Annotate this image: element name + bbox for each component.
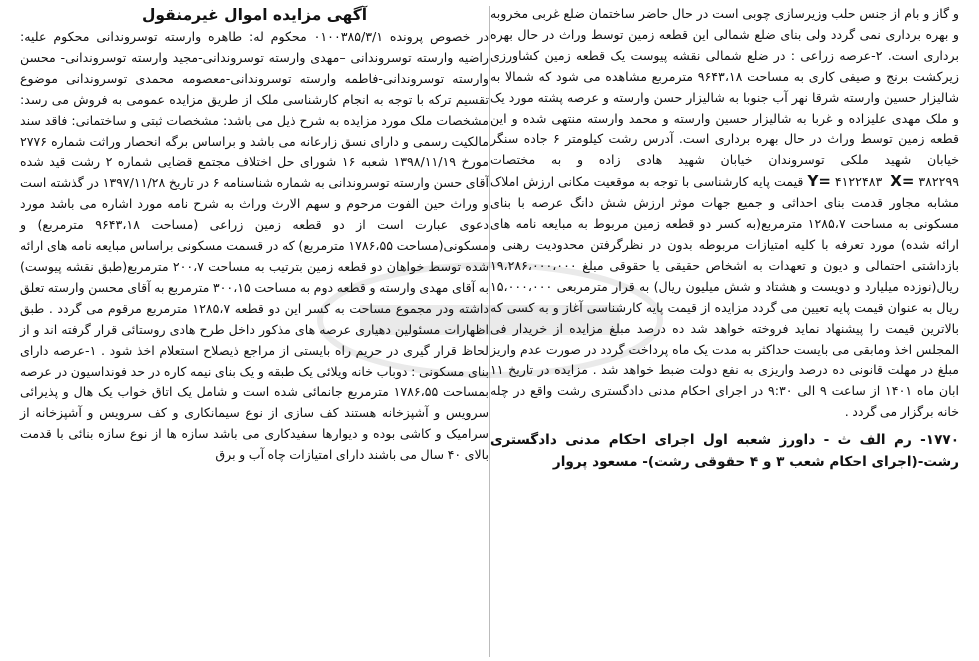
right-column (8, 4, 489, 661)
coord-x-value: ۳۸۲۲۹۹ (918, 174, 959, 190)
notice-text-before-coords: و گاز و بام از جنس حلب وزیرسازی چوبی است در حال حاضر ساختمان ضلع غربی مخروبه و بهره برداری نمی گردد ولی بنای ضلع شمالی این قطعه زمین توسط وراث در حال بهره برداری است. ۲-عرصه زراعی : در ضلع شمالی نقشه پیوست یک قطعه زمین کشاورزی زیرکشت برنج و صیفی کاری به مساحت ۹۶۴۳،۱۸ مترمربع مشاهده می شود که شمالا به شالیزار حسین وارسته شرقا نهر آب جنوبا به شالیزار حسن وارسته و عرصه پشته مورد یک و ملک مهدی علیزاده و غربا به شالیزار حسین وارسته و محمد وارسته منتهی شده و این قطعه زمین توسط وراث در حال بهره برداری است. آدرس رشت کیلومتر ۶ جاده سنگر خیابان شهید ملکی توسروندان خیابان شهید هادی زاده و به مختصات (490, 6, 960, 168)
notice-body-left (490, 4, 959, 423)
coord-x-label: X= (890, 172, 915, 191)
coord-y-value: ۴۱۲۲۴۸۳ (834, 174, 883, 190)
notice-signature: ۱۷۷۰- رم الف ث - داورز شعبه اول اجرای احکام مدنی دادگستری رشت-(اجرای احکام شعب ۳ و ۴ حقوقی رشت)- مسعود پروار (490, 432, 959, 471)
left-column (490, 4, 971, 661)
coordinates (807, 174, 959, 189)
notice-title: آگهی مزایده اموال غیرمنقول (141, 6, 368, 24)
coord-y-label: Y= (807, 172, 831, 191)
notice-body-right: در خصوص پرونده ۰۱۰۰۳۸۵/۳/۱ محکوم له: طاهره وارسته توسروندانی محکوم علیه: راضیه وارسته توسروندانی –مهدی وارسته توسروندانی-مجید وارسته توسروندانی- محسن وارسته توسروندانی-فاطمه وارسته توسروندانی-معصومه محمدی توسروندانی موضوع تقسیم ترکه با توجه به انجام کارشناسی ملک از طریق مزایده عمومی به فروش می رسد: مشخصات ملک مورد مزایده به شرح ذیل می باشد: مشخصات ثبتی و ساختمانی: فاقد سند مالکیت رسمی و دارای نسق زارعانه می باشد و براساس برگه انحصار وراثت شماره ۲۷۷۶ مورخ ۱۳۹۸/۱۱/۱۹ شعبه ۱۶ شورای حل اختلاف مجتمع قضایی شماره ۲ رشت قید شده آقای حسن وارسته توسروندانی به شماره شناسنامه ۶ در تاریخ ۱۳۹۷/۱۱/۲۸ در گذشته است و وراث حین الفوت مرحوم و سهم الارث وراث به شرح نامه مورد اشاره می باشد مورد دعوی عبارت است از دو قطعه زمین زراعی (مساحت ۹۶۴۳،۱۸ مترمربع) و مسکونی(مساحت ۱۷۸۶،۵۵ مترمربع) که در قسمت مسکونی براساس مبایعه نامه های ارائه شده توسط خواهان دو قطعه زمین بترتیب به مساحت ۲۰۰،۷ مترمربع(طبق نقشه پیوست) به آقای مهدی وارسته و قطعه دوم به مساحت ۳۰۰،۱۵ مترمربع به آقای محسن وارسته تعلق داشته ودر مجموع مساحت به کسر این دو قطعه ۱۲۸۵،۷ مترمربع مرقوم می گردد . طبق اظهارات مسئولین دهیاری عرصه های مذکور داخل طرح هادی روستائی قرار گرفته اند و از لحاظ قرار گیری در حریم راه بایستی از مراجع ذیصلاح استعلام اخذ شود . ۱-عرصه دارای بنای مسکونی : دوباب خانه ویلائی یک طبقه و یک بنای نیمه کاره در حد فونداسیون در عرصه بمساحت ۱۷۸۶،۵۵ مترمربع جانمائی شده است و شامل یک اتاق خواب یک هال و پذیرائی سرویس و آشپزخانه هستند کف سازی از نوع سیمانکاری و کف سرویس و آشپزخانه از سرامیک و کاشی بوده و دیوارها سفیدکاری می باشد سازه ها از نوع سازه بنائی با قدمت بالای ۴۰ سال می باشند دارای امتیازات چاه آب و برق (20, 29, 489, 463)
notice-text-after-coords: قیمت پایه کارشناسی با توجه به موقعیت مکانی ارزش املاک مشابه مجاور قدمت بنای احداثی و جمیع جهات موثر ارزش شش دانگ عرصه با بنای مسکونی به مساحت ۱۲۸۵،۷ مترمربع(به کسر دو قطعه زمین مربوط به مبایعه نامه های ارائه شده) مورد تعرفه با کلیه امتیازات مربوطه بدون در نظرگرفتن محدودیت رهنی و بازداشتی احتمالی و دیون و تعهدات به اشخاص حقیقی یا حقوقی مبلغ ۱۹،۲۸۶،۰۰۰،۰۰۰ ریال(نوزده میلیارد و دویست و هشتاد و شش میلیون ریال) به قرار مترمربعی ۱۵،۰۰۰،۰۰۰ ریال به عنوان قیمت پایه تعیین می گردد مزایده از قیمت پایه کارشناسی آغاز و به کسی که بالاترین قیمت را پیشنهاد نماید فروخته خواهد شد ده درصد مبلغ مزایده از خریدار فی المجلس اخذ ومابقی می بایست حداکثر به مدت یک ماه پرداخت گردد در صورت عدم واریز مبلغ در مهلت قانونی ده درصد واریزی به نفع دولت ضبط خواهد شد . مزایده در تاریخ ۱۱ ابان ماه ۱۴۰۱ از ساعت ۹ الی ۹:۳۰ در اجرای احکام مدنی دادگستری رشت واقع در چله خانه برگزار می گردد . (490, 174, 959, 420)
column-divider (489, 6, 490, 657)
